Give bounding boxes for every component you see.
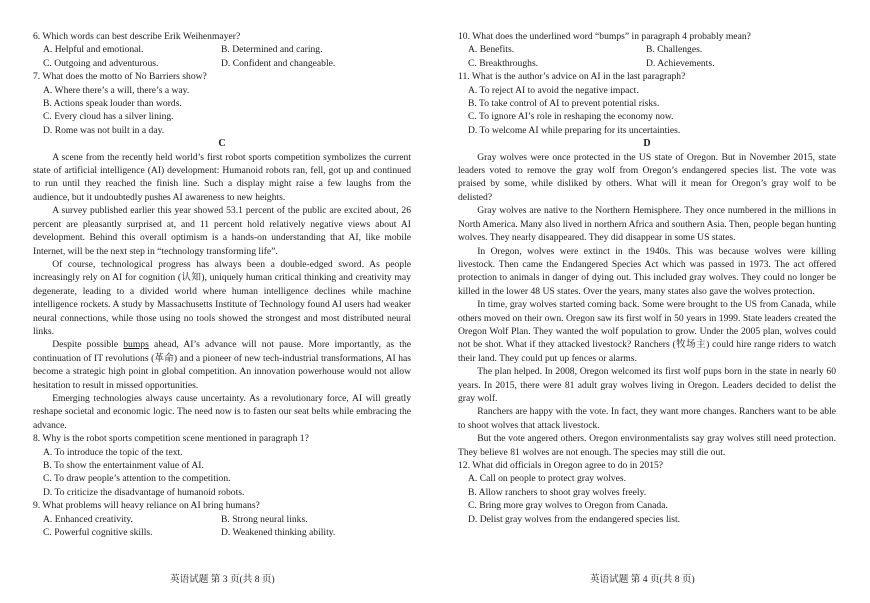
q9-stem: 9. What problems will heavy reliance on AI bring humans? xyxy=(33,500,260,512)
q8-option-c: C. To draw people’s attention to the competition. xyxy=(43,473,231,485)
q10-option-a: A. Benefits. xyxy=(468,44,515,56)
passage-d-paragraph-5: The plan helped. In 2008, Oregon welcomed its first wolf pups born in the state in nearly 60 years. In 2015, there were 81 adult gray wolves living in Oregon. Leaders decided to delist the gray wolf. xyxy=(458,366,836,404)
q9-option-d: D. Weakened thinking ability. xyxy=(221,527,336,539)
page-footer-right: 英语试题 第 4 页(共 8 页) xyxy=(590,574,695,585)
q7-option-a: A. Where there’s a will, there’s a way. xyxy=(43,84,190,96)
p4-rest: ahead, AI’s advance will not pause. More importantly, as the continuation of IT revolutions (革命) and a pioneer of new tech-industrial transformations, AI has become a strategic high point in global competition. An innovation powerhouse would not allow hesitation to result in missed opportunities. xyxy=(33,339,411,391)
q11-stem: 11. What is the author’s advice on AI in the last paragraph? xyxy=(458,71,686,83)
q12-option-c: C. Bring more gray wolves to Oregon from Canada. xyxy=(468,500,668,512)
q10-option-c: C. Breakthroughs. xyxy=(468,57,539,69)
passage-d-paragraph-1: Gray wolves were once protected in the US state of Oregon. But in November 2015, state leaders voted to remove the gray wolf from Oregon’s endangered species list. The vote was praised by some, while disliked by others. What will it mean for Oregon’s gray wolf to be delisted? xyxy=(458,151,836,203)
q8-option-a: A. To introduce the topic of the text. xyxy=(43,446,183,458)
q6-options-row1 xyxy=(43,43,411,56)
page-footer-left: 英语试题 第 3 页(共 8 页) xyxy=(170,574,275,585)
passage-c-paragraph-1: A scene from the recently held world’s first robot sports competition symbolizes the current state of artificial intelligence (AI) development: Humanoid robots ran, fell, got up and continued to run until they reached the finish line. Such a display might raise a few laughs from the audience, but it undoubtedly pushes AI awareness to new heights. xyxy=(33,151,411,203)
q6-option-c: C. Outgoing and adventurous. xyxy=(43,57,159,69)
passage-d-paragraph-4: In time, gray wolves started coming back. Some were brought to the US from Canada, while others moved on their own. Oregon saw its first wolf in 50 years in 1999. State leaders created the Oregon Wolf Plan. They wanted the wolf population to grow. Under the 2005 plan, wolves could not be shot. What if they attacked livestock? Ranchers (牧场主) could hire range riders to watch their land. They could put up fences or alarms. xyxy=(458,299,836,364)
q10-options-row1 xyxy=(468,43,836,56)
q7-option-b: B. Actions speak louder than words. xyxy=(43,98,182,110)
q11-option-a: A. To reject AI to avoid the negative impact. xyxy=(468,84,639,96)
q10-option-d: D. Achievements. xyxy=(646,57,715,69)
q9-option-c: C. Powerful cognitive skills. xyxy=(43,527,153,539)
q8-option-b: B. To show the entertainment value of AI. xyxy=(43,460,204,471)
passage-c-paragraph-5: Emerging technologies always cause uncertainty. As a revolutionary force, AI will greatly reshape societal and economic logic. The need now is to fasten our seat belts while embracing the advance. xyxy=(33,392,411,431)
q12-option-b: B. Allow ranchers to shoot gray wolves freely. xyxy=(468,486,647,498)
passage-d-paragraph-6: Ranchers are happy with the vote. In fact, they want more changes. Ranchers want to be able to shoot wolves that attack livestock. xyxy=(458,406,836,431)
q6-option-a: A. Helpful and emotional. xyxy=(43,44,144,56)
section-c-heading: C xyxy=(218,138,226,150)
q6-option-b: B. Determined and caring. xyxy=(221,44,323,56)
q6-stem: 6. Which words can best describe Erik Weihenmayer? xyxy=(33,31,241,42)
q7-option-d: D. Rome was not built in a day. xyxy=(43,124,165,136)
q12-option-d: D. Delist gray wolves from the endangered species list. xyxy=(468,513,681,525)
q9-options-row2 xyxy=(43,526,411,539)
q10-options-row2 xyxy=(468,57,836,70)
section-d-heading: D xyxy=(643,138,651,150)
q11-option-b: B. To take control of AI to prevent potential risks. xyxy=(468,98,660,110)
q6-option-d: D. Confident and changeable. xyxy=(221,57,336,69)
passage-d-paragraph-2: Gray wolves are native to the Northern Hemisphere. They once numbered in the millions in North America. Many also lived in northern Africa and southern Asia. Then, people began hunting wolves. They nearly disappeared. They did disappear in some US states. xyxy=(458,205,836,244)
q11-option-d: D. To welcome AI while preparing for its uncertainties. xyxy=(468,124,681,136)
q7-stem: 7. What does the motto of No Barriers show? xyxy=(33,71,207,83)
q9-options-row1 xyxy=(43,513,411,526)
q8-option-d: D. To criticize the disadvantage of humanoid robots. xyxy=(43,486,245,498)
q8-stem: 8. Why is the robot sports competition scene mentioned in paragraph 1? xyxy=(33,433,309,445)
q7-option-c: C. Every cloud has a silver lining. xyxy=(43,111,174,123)
q10-stem: 10. What does the underlined word “bumps” in paragraph 4 probably mean? xyxy=(458,31,751,42)
passage-d-paragraph-3: In Oregon, wolves were extinct in the 1940s. This was because wolves were killing livestock. Then came the Endangered Species Act which was passed in 1973. The act offered protection to animals in danger of dying out. This included gray wolves. They could no longer be killed in the lower 48 US states. Over the years, many states also gave the wolves protection. xyxy=(458,245,836,297)
q6-options-row2 xyxy=(43,57,411,70)
q10-option-b: B. Challenges. xyxy=(646,44,703,56)
q11-option-c: C. To ignore AI’s role in reshaping the economy now. xyxy=(468,111,674,123)
p4-start: Despite possible xyxy=(52,339,124,351)
q12-stem: 12. What did officials in Oregon agree to do in 2015? xyxy=(458,460,664,471)
q9-option-a: A. Enhanced creativity. xyxy=(43,513,133,525)
passage-c-paragraph-3: Of course, technological progress has always been a double-edged sword. As people increasingly rely on AI for cognition (认知), uniquely human critical thinking and creativity may degenerate, leading to a divided world where human intelligence declines while machine intelligence rockets. A study by Massachusetts Institute of Technology found AI users had weaker neural connections, while those using no tools showed the strongest and most distributed neural links. xyxy=(33,258,411,337)
passage-c-paragraph-4 xyxy=(33,338,411,392)
left-column xyxy=(33,30,411,539)
underlined-word-bumps: bumps xyxy=(123,339,149,351)
passage-c-paragraph-2: A survey published earlier this year showed 53.1 percent of the public are excited about, 26 percent are pleasantly surprised at, and 11 percent hold relatively negative views about AI development. Behind this overall optimism is a hands-on understanding that AI, like mobile Internet, will be the next step in “technology transforming life”. xyxy=(33,205,411,257)
q12-option-a: A. Call on people to protect gray wolves. xyxy=(468,473,626,485)
q9-option-b: B. Strong neural links. xyxy=(221,513,308,525)
passage-d-paragraph-7: But the vote angered others. Oregon environmentalists say gray wolves still need protection. They believe 81 wolves are not enough. The species may still die out. xyxy=(458,433,836,458)
right-column xyxy=(458,30,836,526)
